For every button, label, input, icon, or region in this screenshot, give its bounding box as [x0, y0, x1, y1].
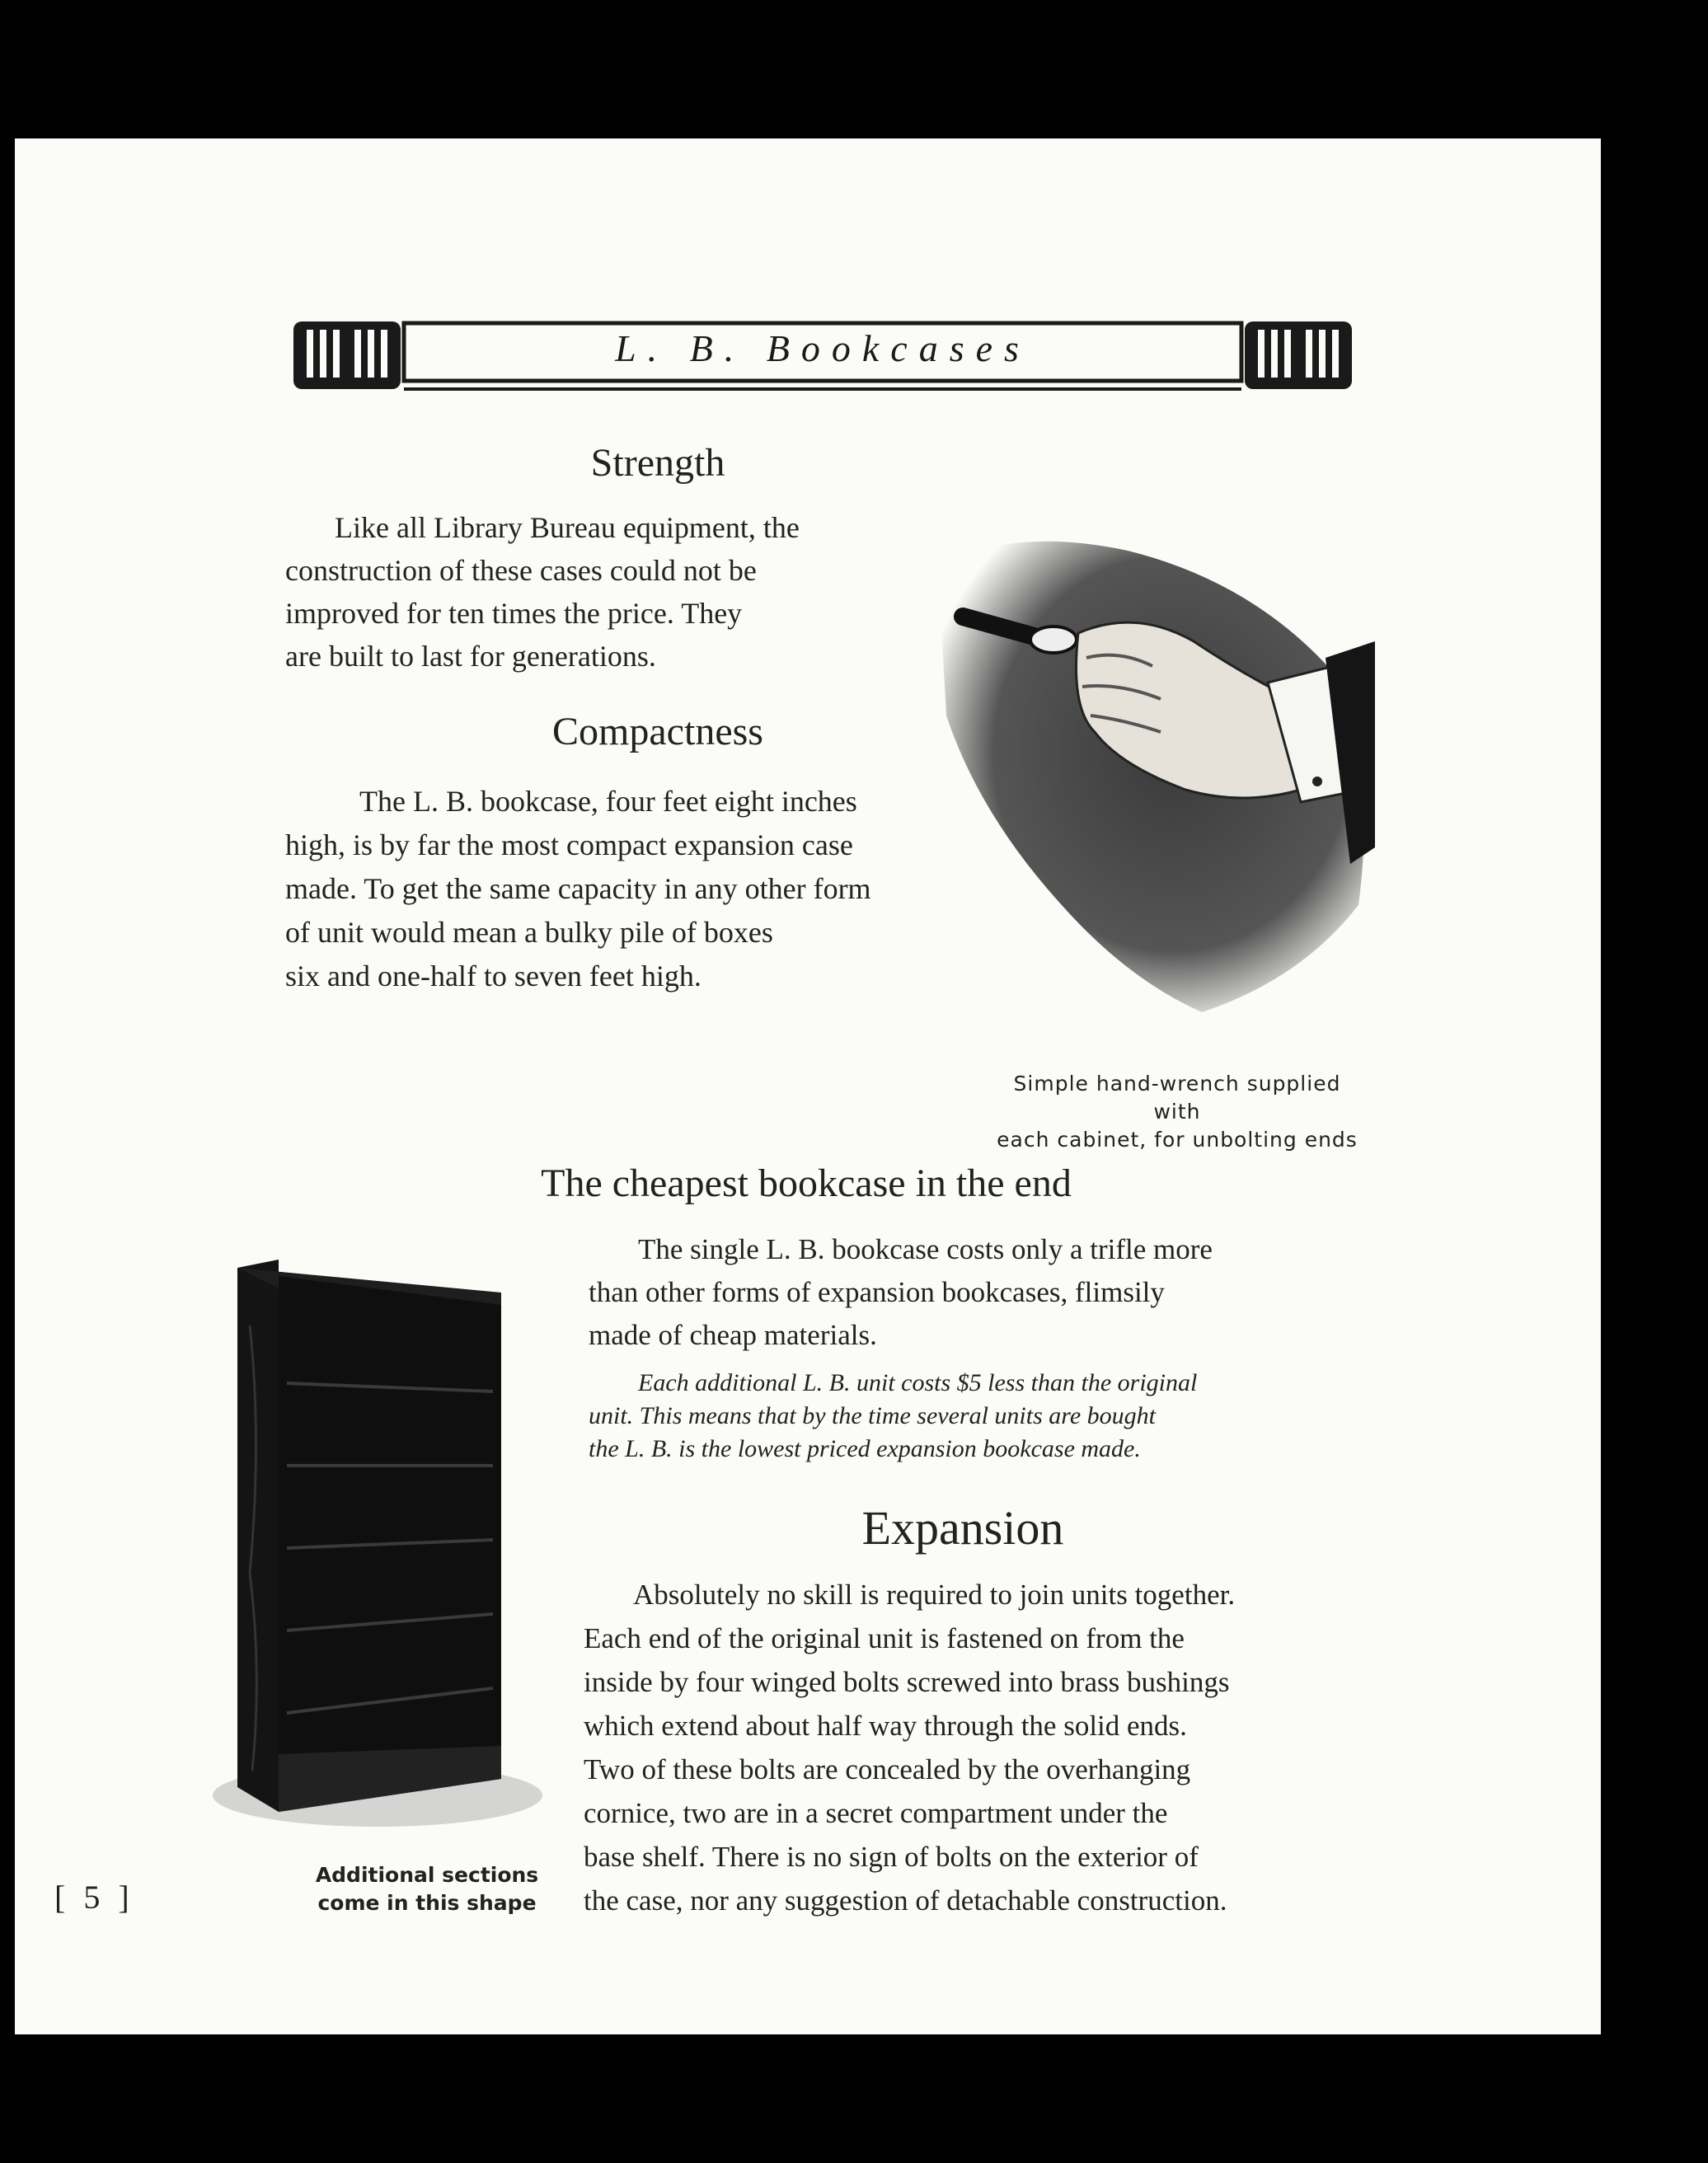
page-title: L. B. Bookcases	[615, 327, 1030, 369]
compactness-paragraph	[285, 780, 1011, 998]
wrench-caption-line: Simple hand-wrench supplied with	[1013, 1072, 1341, 1124]
hand-wrench-illustration	[913, 518, 1375, 1045]
expansion-paragraph	[584, 1573, 1355, 1922]
cheapest-line: made of cheap materials.	[589, 1319, 877, 1351]
expansion-heading: Expansion	[861, 1501, 1064, 1555]
cheapest-heading: The cheapest bookcase in the end	[541, 1161, 1072, 1205]
compactness-line: of unit would mean a bulky pile of boxes	[285, 916, 773, 949]
bookcase-illustration	[204, 1111, 551, 1837]
italic-note-line: Each additional L. B. unit costs $5 less than the original	[638, 1369, 1198, 1396]
italic-note-line: unit. This means that by the time several units are bought	[589, 1402, 1156, 1429]
cheapest-line: than other forms of expansion bookcases, flimsily	[589, 1276, 1165, 1308]
expansion-line: Absolutely no skill is required to join units together.	[633, 1579, 1236, 1611]
page-sheet	[15, 138, 1601, 2034]
strength-line: construction of these cases could not be	[285, 554, 757, 587]
bookcase-caption-line: Additional sections	[315, 1863, 539, 1887]
strength-line: improved for ten times the price. They	[285, 597, 743, 630]
header-banner	[279, 312, 1367, 399]
expansion-line: cornice, two are in a secret compartment under the	[584, 1797, 1168, 1829]
strength-line: Like all Library Bureau equipment, the	[335, 511, 800, 544]
wrench-caption	[996, 1070, 1358, 1154]
cheapest-paragraph	[589, 1228, 1355, 1357]
strength-paragraph	[285, 506, 895, 678]
cheapest-italic-note	[589, 1367, 1355, 1466]
page-number: [ 5 ]	[54, 1879, 134, 1916]
expansion-line: which extend about half way through the solid ends.	[584, 1710, 1187, 1742]
compactness-line: high, is by far the most compact expansion case	[285, 828, 853, 861]
bookcase-caption-line: come in this shape	[317, 1891, 537, 1915]
expansion-line: inside by four winged bolts screwed into brass bushings	[584, 1666, 1230, 1698]
expansion-line: base shelf. There is no sign of bolts on the exterior of	[584, 1841, 1199, 1873]
compactness-line: The L. B. bookcase, four feet eight inches	[359, 785, 857, 818]
cheapest-line: The single L. B. bookcase costs only a trifle more	[638, 1233, 1213, 1265]
expansion-line: Each end of the original unit is fastened on from the	[584, 1622, 1185, 1654]
expansion-line: the case, nor any suggestion of detachable construction.	[584, 1884, 1227, 1917]
bookcase-caption	[287, 1861, 567, 1917]
wrench-caption-line: each cabinet, for unbolting ends	[997, 1128, 1358, 1152]
expansion-line: Two of these bolts are concealed by the overhanging	[584, 1753, 1191, 1785]
strength-heading: Strength	[590, 441, 725, 485]
compactness-line: six and one-half to seven feet high.	[285, 960, 702, 992]
strength-line: are built to last for generations.	[285, 640, 656, 673]
compactness-heading: Compactness	[552, 710, 763, 753]
compactness-line: made. To get the same capacity in any other form	[285, 872, 871, 905]
italic-note-line: the L. B. is the lowest priced expansion bookcase made.	[589, 1435, 1141, 1462]
